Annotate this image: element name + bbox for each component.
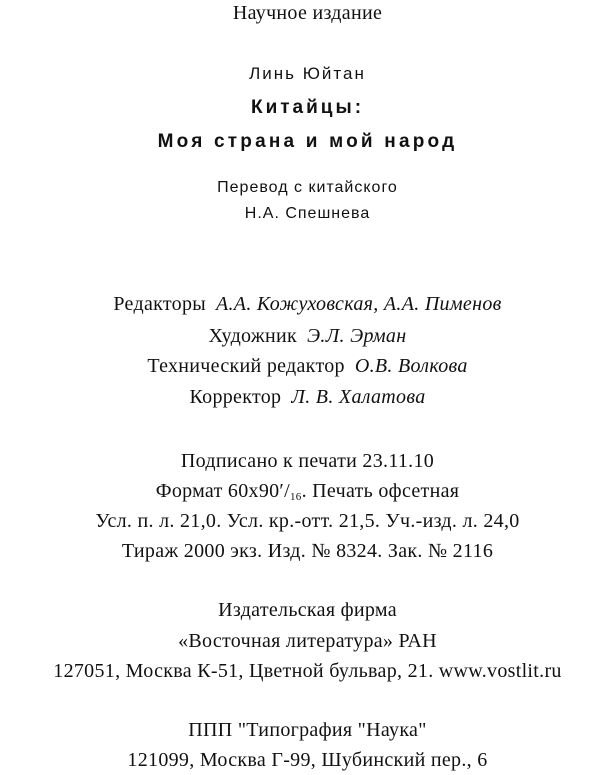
sheets-line: Усл. п. л. 21,0. Усл. кр.-отт. 21,5. Уч.-изд. л. 24,0	[95, 510, 520, 532]
publisher-line2: «Восточная литература» РАН	[178, 630, 437, 652]
artist-line	[0, 325, 615, 348]
author-name: Линь Юйтан	[249, 64, 366, 83]
printer-address: 121099, Москва Г-99, Шубинский пер., 6	[127, 749, 488, 771]
tech-editor-label: Технический редактор	[147, 355, 345, 377]
tech-editor-line	[0, 355, 615, 378]
editors-names: А.А. Кожуховская, А.А. Пименов	[215, 293, 502, 315]
book-title-line2: Моя страна и мой народ	[157, 131, 458, 152]
translation-label: Перевод с китайского	[217, 179, 398, 196]
artist-label: Художник	[208, 325, 297, 347]
editors-line	[0, 293, 615, 316]
artist-name: Э.Л. Эрман	[307, 325, 407, 347]
signed-date: Подписано к печати 23.11.10	[180, 450, 435, 472]
tech-editor-name: О.В. Волкова	[354, 355, 468, 377]
format-suffix: . Печать офсетная	[301, 480, 460, 502]
corrector-name: Л. В. Халатова	[291, 386, 426, 408]
printer-line1: ППП "Типография "Наука"	[188, 719, 427, 741]
publisher-address: 127051, Москва К-51, Цветной бульвар, 21. www.vostlit.ru	[53, 660, 562, 682]
run-line: Тираж 2000 экз. Изд. № 8324. Зак. № 2116	[121, 540, 494, 562]
translator-name: Н.А. Спешнева	[244, 205, 371, 222]
format-prefix: Формат 60x90′/	[155, 480, 290, 502]
corrector-label: Корректор	[189, 386, 282, 408]
publisher-line1: Издательская фирма	[218, 599, 397, 621]
format-line	[0, 480, 615, 503]
corrector-line	[0, 386, 615, 409]
format-sub: 16	[289, 491, 302, 503]
book-title-line1: Китайцы:	[250, 97, 365, 118]
edition-type: Научное издание	[232, 2, 383, 24]
editors-label: Редакторы	[113, 293, 206, 315]
